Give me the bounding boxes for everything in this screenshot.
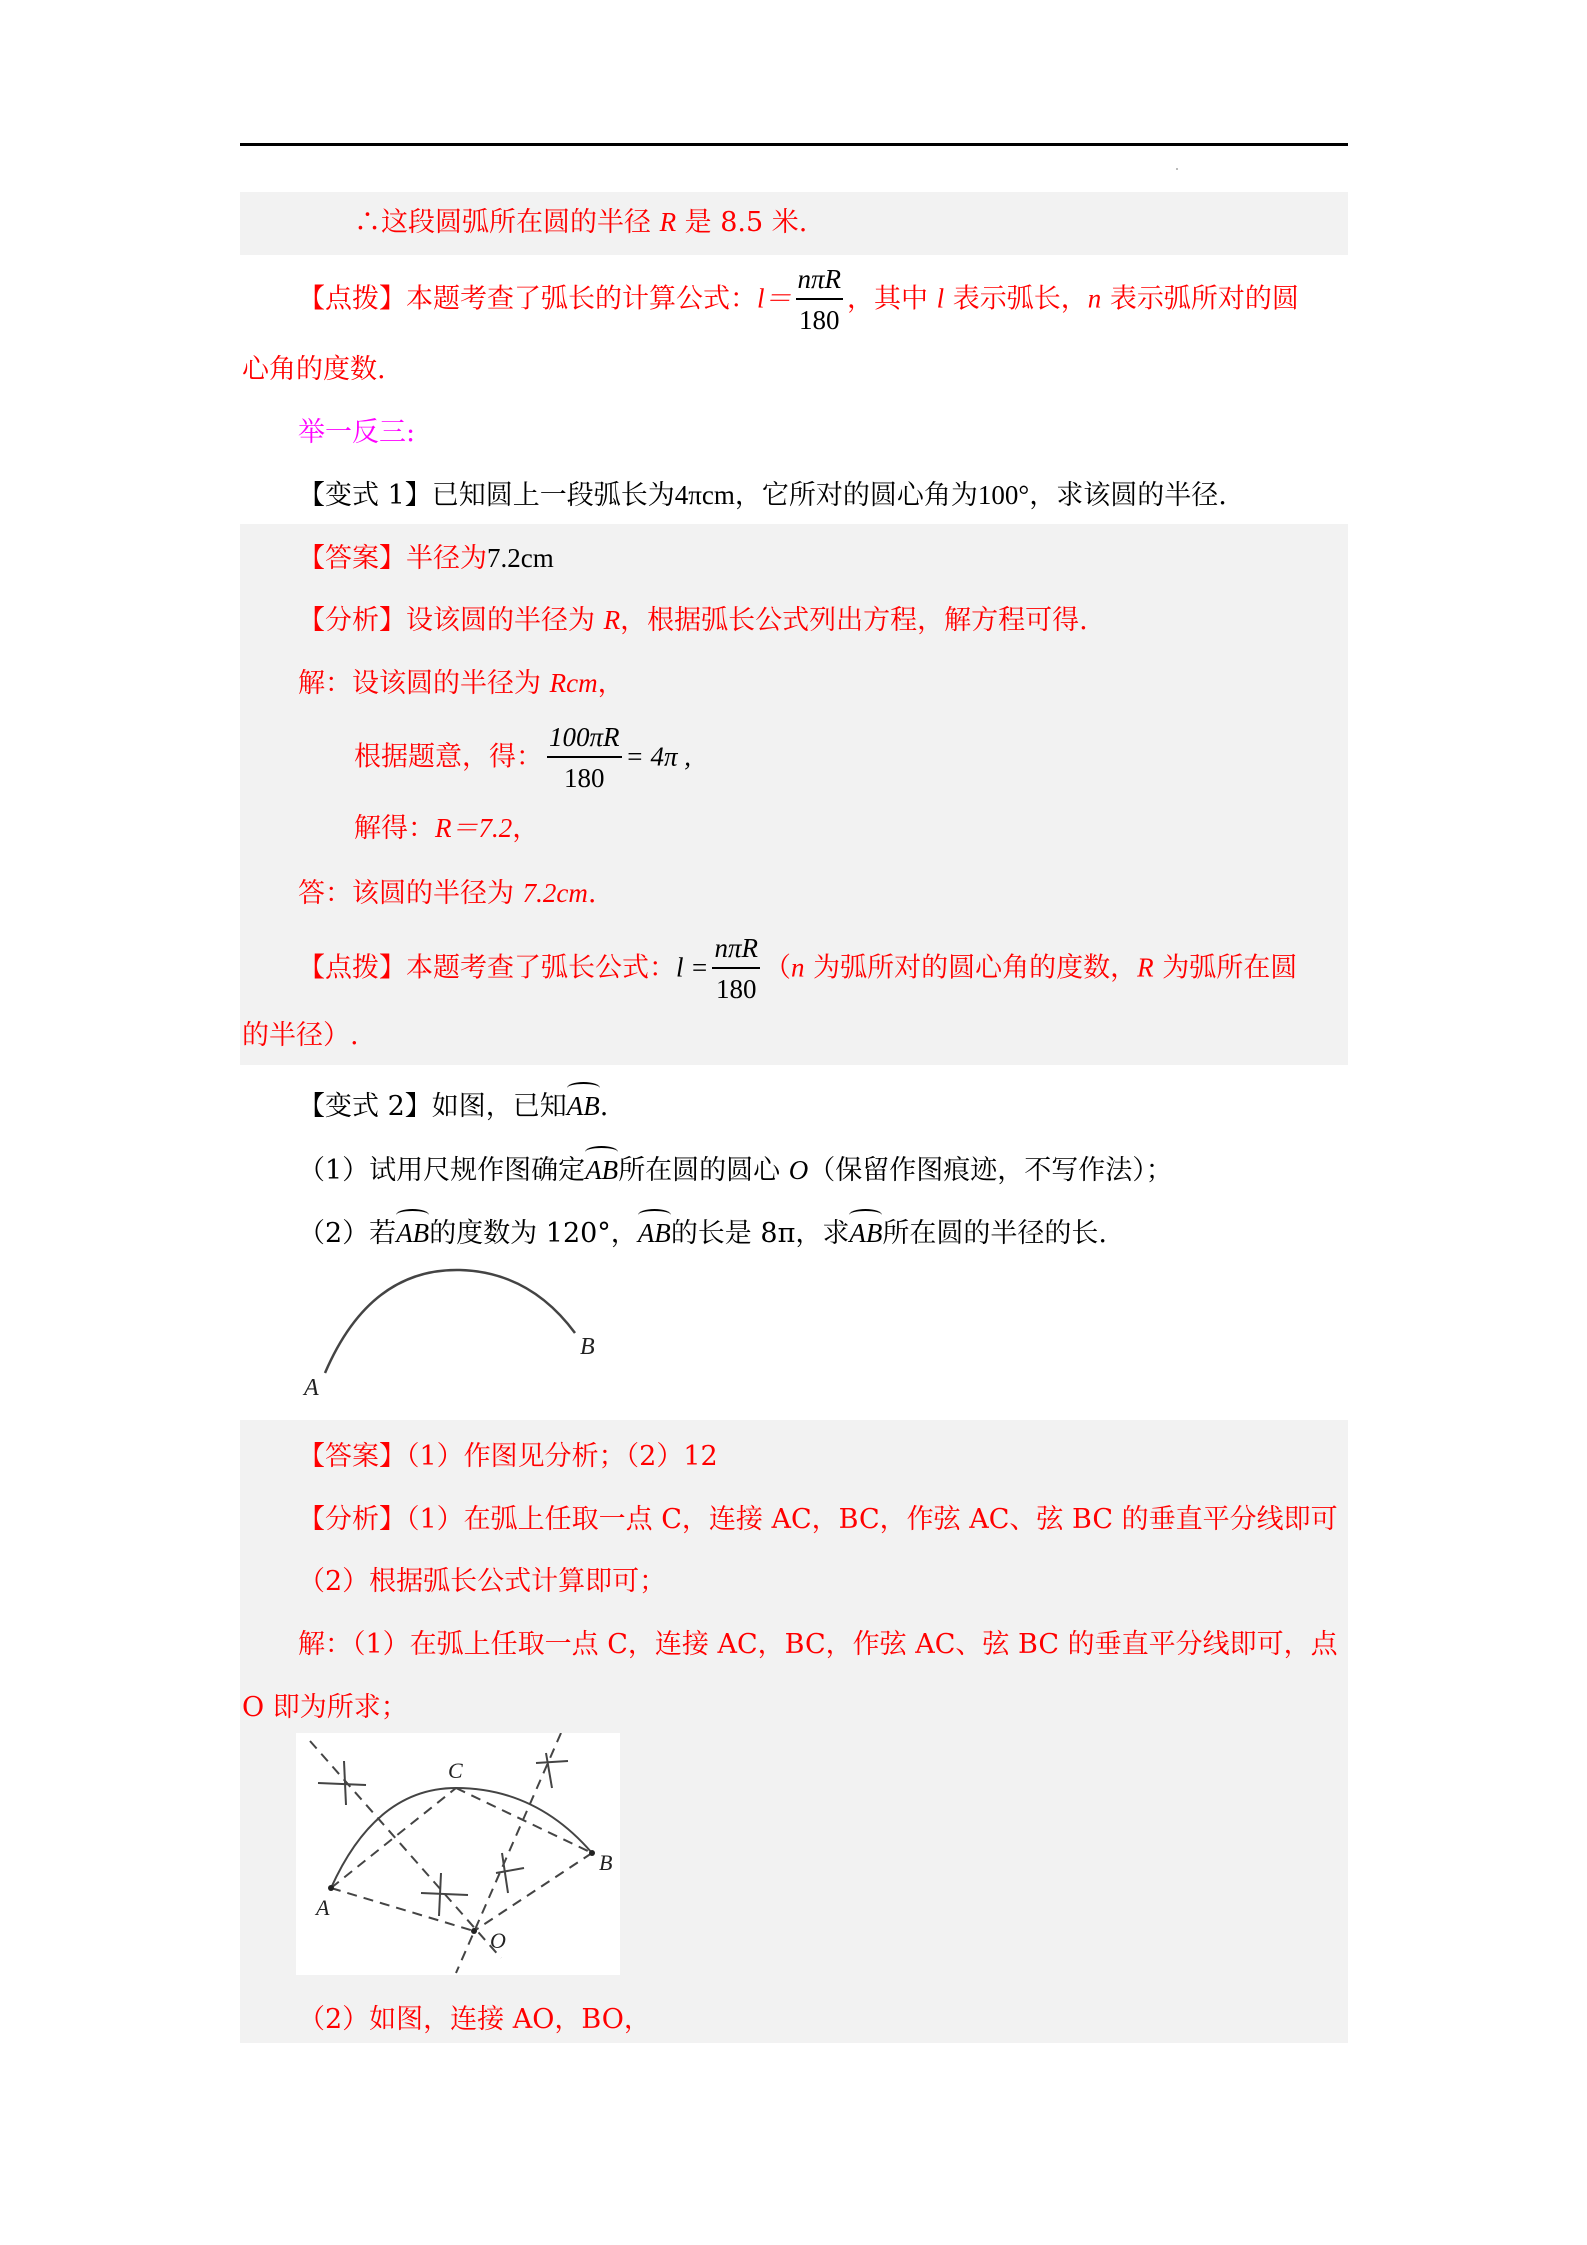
tip-fraction: $\frac{\text{nπR}}{180}$: [714, 933, 759, 1004]
analysis-tag: 【分析】: [298, 605, 406, 636]
solve-line: 解：设该圆的半径为 Rcm，: [298, 668, 625, 699]
analysis-line-2: （2）根据弧长公式计算即可；: [298, 1566, 667, 1597]
solve-line-2: O 即为所求；: [242, 1692, 408, 1723]
label-b: B: [580, 1334, 595, 1360]
label-c: C: [448, 1758, 463, 1783]
tip-2-line2: 的半径）.: [242, 1020, 359, 1051]
solve-line: 解：（1）在弧上任取一点 C，连接 AC，BC，作弦 AC、弦 BC 的垂直平分线即可，点: [298, 1629, 1338, 1660]
conclusion-line: ∴这段圆弧所在圆的半径 R 是 8.5 米.: [354, 207, 808, 238]
analysis-line: 【分析】（1）在弧上任取一点 C，连接 AC，BC，作弦 AC、弦 BC 的垂直平分线即可: [298, 1504, 1338, 1535]
var-R: R: [659, 207, 677, 237]
tip-2: 【点拨】本题考查了弧长公式：l = $\frac{\text{nπR}}{180}$ （n 为弧所对的圆心角的度数，R 为弧所在圆: [298, 931, 1297, 1007]
label-a: A: [316, 1895, 330, 1920]
answer-line: 【答案】（1）作图见分析；（2）12: [298, 1441, 718, 1472]
tip-tag: 【点拨】: [298, 283, 406, 315]
arc-ab-symbol: AB: [567, 1082, 600, 1124]
variant-2-tag: 【变式 2】: [298, 1091, 432, 1122]
label-b: B: [599, 1850, 613, 1875]
answer-line: 【答案】半径为7.2cm: [298, 543, 554, 574]
arc-length-fraction: $\frac{\text{nπR}}{180}$: [797, 264, 842, 335]
label-a: A: [304, 1375, 319, 1401]
equation-line: 根据题意，得： $\frac{100\pi R}{180}$ = 4π ,: [354, 720, 691, 796]
solution-box-1: [240, 192, 1348, 255]
variant-1-tag: 【变式 1】: [298, 480, 432, 511]
variant-2-question: 【变式 2】如图，已知AB.: [298, 1082, 608, 1125]
variant-2-part-2: （2）若AB的度数为 120°，AB的长是 8π，求AB所在圆的半径的长.: [298, 1209, 1107, 1252]
solution-box-3: [240, 1420, 1348, 2043]
answer-value: 7.2cm: [487, 543, 554, 573]
equation-fraction: $\frac{100\pi R}{180}$: [549, 722, 620, 793]
arc-ab-symbol: AB: [849, 1209, 882, 1251]
final-answer-line: 答：该圆的半径为 7.2cm.: [298, 878, 597, 909]
arc-ab-symbol: AB: [396, 1209, 429, 1251]
arc-ab-symbol: AB: [585, 1146, 618, 1188]
result-line: 解得：R＝7.2，: [354, 813, 540, 844]
tip-1-line2: 心角的度数.: [242, 354, 386, 385]
answer-tag: 【答案】: [298, 1441, 406, 1472]
label-o: O: [490, 1928, 506, 1953]
tip-1: 【点拨】本题考查了弧长的计算公式：l＝ $\frac{\text{nπR}}{180}$ ，其中 l 表示弧长，n 表示弧所对的圆: [298, 262, 1299, 338]
analysis-tag: 【分析】: [298, 1504, 406, 1535]
solution-box-2: [240, 524, 1348, 1065]
analysis-line: 【分析】设该圆的半径为 R，根据弧长公式列出方程，解方程可得.: [298, 605, 1088, 636]
part-2-line: （2）如图，连接 AO，BO，: [298, 2004, 651, 2035]
header-rule: [240, 143, 1348, 146]
section-heading: 举一反三:: [298, 417, 416, 448]
arc-ab-symbol: AB: [638, 1209, 671, 1251]
header-mark: [1176, 168, 1178, 170]
tip-tag: 【点拨】: [298, 952, 406, 984]
construction-figure: [296, 1733, 620, 1975]
arc-ab-figure: [290, 1258, 630, 1408]
answer-tag: 【答案】: [298, 543, 406, 574]
variant-2-part-1: （1）试用尺规作图确定AB所在圆的圆心 O（保留作图痕迹，不写作法）；: [298, 1146, 1173, 1189]
variant-1-question: 【变式 1】已知圆上一段弧长为4πcm，它所对的圆心角为100°，求该圆的半径.: [298, 480, 1227, 511]
